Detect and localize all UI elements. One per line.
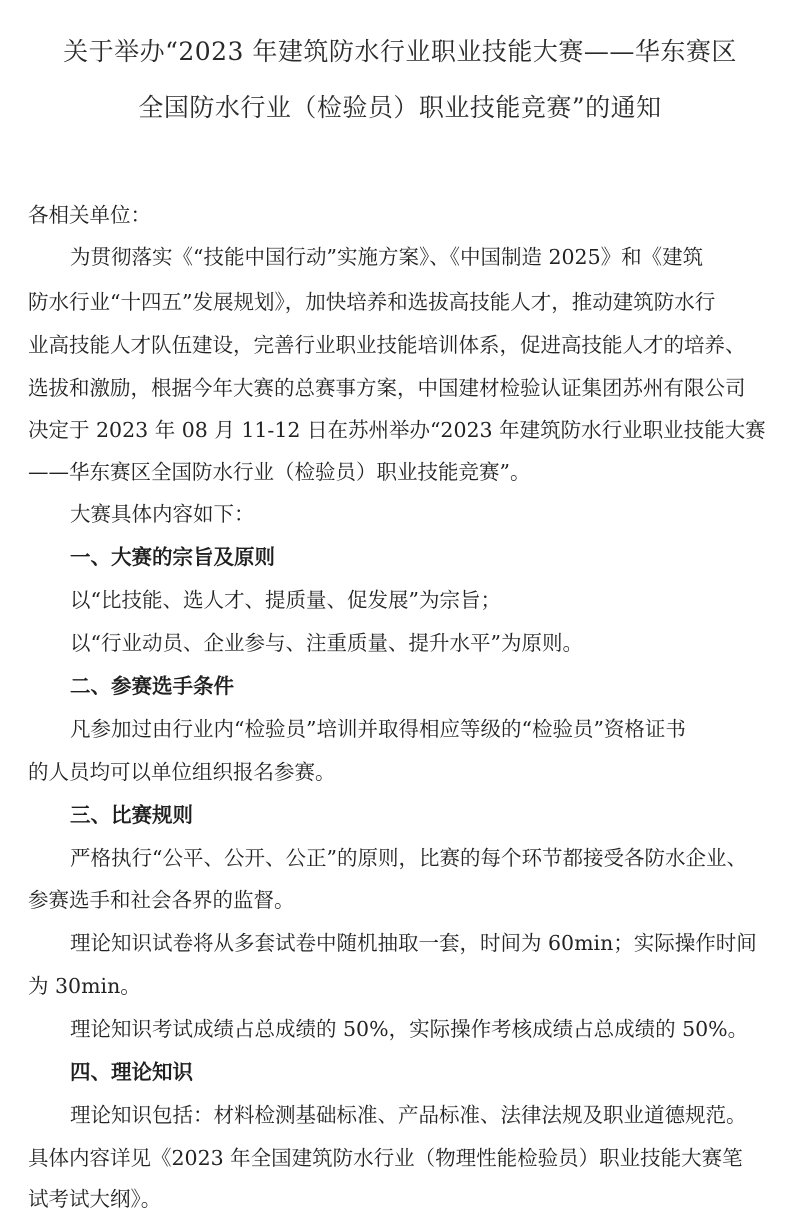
section-3-line: 参赛选手和社会各界的监督。 — [28, 888, 295, 912]
section-heading-4: 四、理论知识 — [70, 1060, 193, 1084]
intro-line: 业高技能人才队伍建设，完善行业职业技能培训体系，促进高技能人才的培养、 — [28, 333, 746, 357]
intro-line: 为贯彻落实《“技能中国行动”实施方案》、《中国制造 2025》和《建筑 — [70, 245, 704, 269]
section-1-line: 以“比技能、选人才、提质量、促发展”为宗旨； — [70, 588, 501, 612]
section-3-line: 为 30min。 — [28, 974, 141, 998]
section-2-line: 的人员均可以单位组织报名参赛。 — [28, 760, 336, 784]
section-4-line: 理论知识包括：材料检测基础标准、产品标准、法律法规及职业道德规范。 — [70, 1103, 747, 1127]
section-3-line: 理论知识试卷将从多套试卷中随机抽取一套，时间为 60min；实际操作时间 — [70, 931, 757, 955]
section-heading-2: 二、参赛选手条件 — [70, 674, 234, 698]
intro-line: 决定于 2023 年 08 月 11-12 日在苏州举办“2023 年建筑防水行业职业技能大赛 — [28, 418, 766, 442]
salutation: 各相关单位： — [28, 203, 151, 227]
intro-line: 防水行业“十四五”发展规划》，加快培养和选拔高技能人才，推动建筑防水行 — [28, 290, 716, 314]
document-title-line-2: 全国防水行业（检验员）职业技能竞赛”的通知 — [138, 93, 662, 122]
document-title-line-1: 关于举办“2023 年建筑防水行业职业技能大赛——华东赛区 — [63, 37, 737, 66]
section-3-line: 严格执行“公平、公开、公正”的原则，比赛的每个环节都接受各防水企业、 — [70, 846, 747, 870]
section-heading-1: 一、大赛的宗旨及原则 — [70, 545, 275, 569]
content-intro: 大赛具体内容如下： — [70, 502, 255, 526]
section-4-line: 具体内容详见《2023 年全国建筑防水行业（物理性能检验员）职业技能大赛笔 — [28, 1146, 743, 1170]
section-heading-3: 三、比赛规则 — [70, 803, 193, 827]
section-2-line: 凡参加过由行业内“检验员”培训并取得相应等级的“检验员”资格证书 — [70, 717, 686, 741]
section-3-line: 理论知识考试成绩占总成绩的 50%，实际操作考核成绩占总成绩的 50%。 — [70, 1017, 749, 1041]
intro-line: 选拔和激励，根据今年大赛的总赛事方案，中国建材检验认证集团苏州有限公司 — [28, 376, 746, 400]
section-1-line: 以“行业动员、企业参与、注重质量、提升水平”为原则。 — [70, 631, 583, 655]
intro-line: ——华东赛区全国防水行业（检验员）职业技能竞赛”。 — [28, 460, 531, 484]
section-4-line: 试考试大纲》。 — [28, 1187, 162, 1211]
